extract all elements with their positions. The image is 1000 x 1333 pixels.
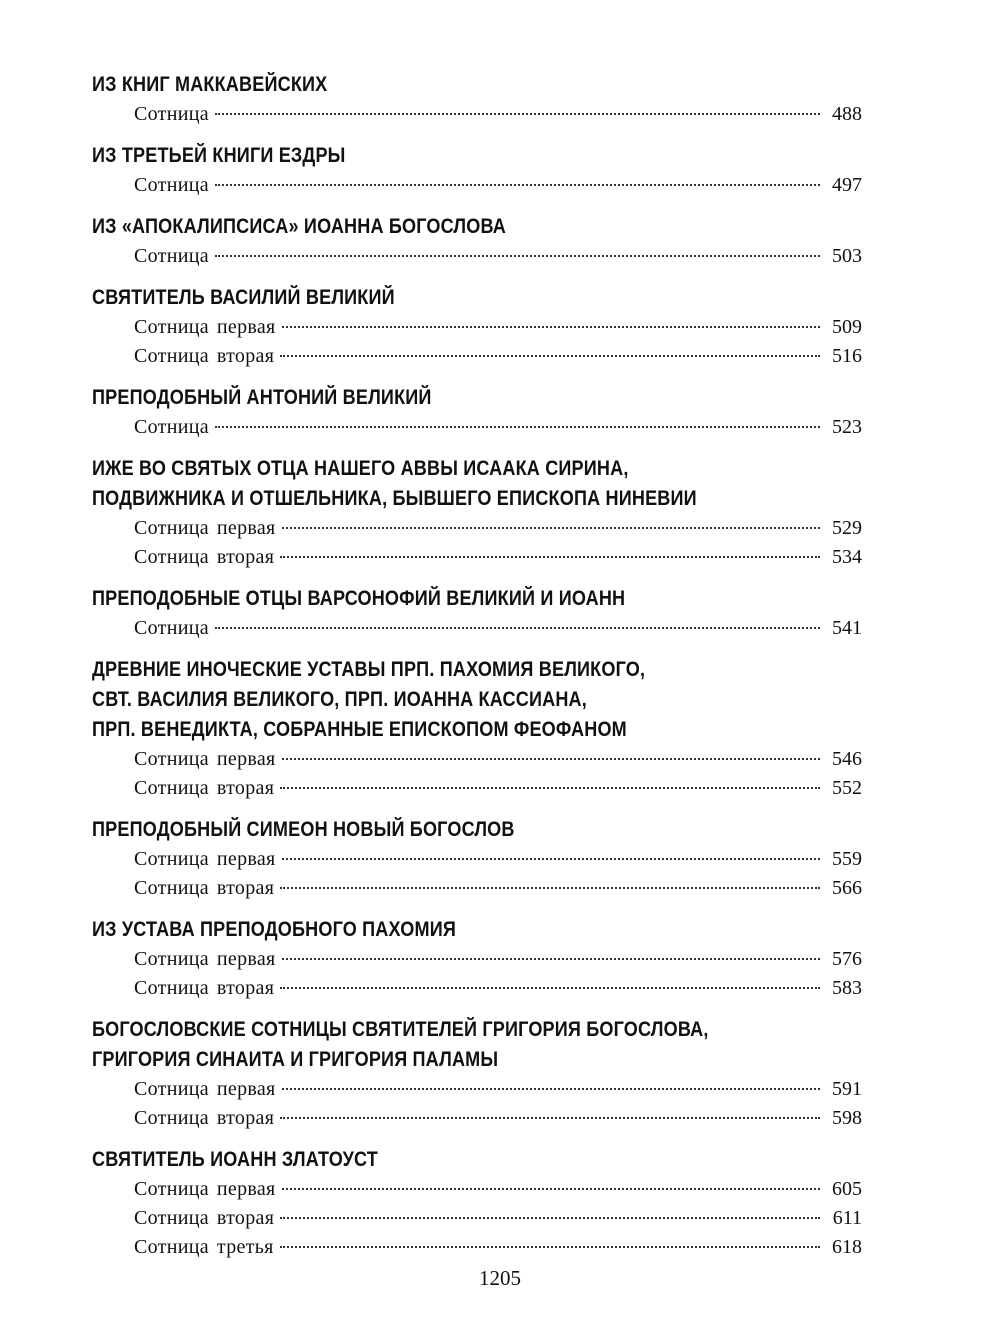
toc-entry[interactable]: [134, 543, 862, 572]
entry-title: Сотница: [134, 617, 209, 639]
toc-section: [92, 1145, 862, 1262]
entry-ordinal: первая: [216, 748, 276, 770]
entry-title: Сотница: [134, 517, 209, 539]
entry-page-number: 497: [832, 174, 862, 196]
entry-title: Сотница: [134, 1107, 209, 1129]
toc-section: [92, 283, 862, 371]
section-heading: СВЯТИТЕЛЬ ИОАНН ЗЛАТОУСТ: [92, 1148, 378, 1171]
section-heading: ПРЕПОДОБНЫЕ ОТЦЫ ВАРСОНОФИЙ ВЕЛИКИЙ И ИОАНН: [92, 587, 626, 610]
entry-ordinal: вторая: [216, 345, 275, 367]
entry-ordinal: вторая: [216, 777, 275, 799]
dot-leader: [215, 426, 820, 428]
entry-ordinal: вторая: [216, 877, 275, 899]
entry-label: [134, 171, 209, 200]
entry-page-number: 488: [832, 103, 862, 125]
toc-entry[interactable]: [134, 1075, 862, 1104]
entry-title: Сотница: [134, 345, 209, 367]
entry-page-number: 576: [832, 948, 862, 970]
toc-section: [92, 141, 862, 200]
table-of-contents: [92, 70, 862, 1274]
section-heading: ИЖЕ ВО СВЯТЫХ ОТЦА НАШЕГО АВВЫ ИСААКА СИРИНА,: [92, 457, 629, 480]
entry-title: Сотница: [134, 1236, 209, 1258]
entry-title: Сотница: [134, 877, 209, 899]
toc-entry[interactable]: [134, 974, 862, 1003]
section-heading: ПРП. ВЕНЕДИКТА, СОБРАННЫЕ ЕПИСКОПОМ ФЕОФАНОМ: [92, 718, 627, 741]
entry-title: Сотница: [134, 977, 209, 999]
entry-label: [134, 543, 274, 572]
dot-leader: [282, 1088, 820, 1090]
entry-title: Сотница: [134, 416, 209, 438]
entry-label: [134, 945, 276, 974]
dot-leader: [280, 1117, 820, 1119]
toc-entry[interactable]: [134, 1204, 862, 1233]
toc-entry[interactable]: [134, 614, 862, 643]
dot-leader: [215, 113, 820, 115]
entry-ordinal: вторая: [216, 1207, 275, 1229]
entry-page-number: 534: [832, 546, 862, 568]
section-heading: ИЗ КНИГ МАККАВЕЙСКИХ: [92, 73, 328, 96]
toc-entry[interactable]: [134, 1104, 862, 1133]
dot-leader: [280, 787, 820, 789]
entry-page-number: 503: [832, 245, 862, 267]
toc-section: [92, 212, 862, 271]
dot-leader: [280, 987, 820, 989]
entry-label: [134, 242, 209, 271]
entry-label: [134, 342, 274, 371]
toc-section: [92, 584, 862, 643]
entry-ordinal: первая: [216, 1078, 276, 1100]
section-heading: ДРЕВНИЕ ИНОЧЕСКИЕ УСТАВЫ ПРП. ПАХОМИЯ ВЕЛИКОГО,: [92, 658, 646, 681]
dot-leader: [280, 1217, 820, 1219]
entry-page-number: 605: [832, 1178, 862, 1200]
toc-entry[interactable]: [134, 745, 862, 774]
toc-entry[interactable]: [134, 1233, 862, 1262]
toc-entry[interactable]: [134, 774, 862, 803]
toc-section: [92, 915, 862, 1003]
section-heading: ПРЕПОДОБНЫЙ СИМЕОН НОВЫЙ БОГОСЛОВ: [92, 818, 515, 841]
dot-leader: [280, 556, 820, 558]
dot-leader: [282, 758, 820, 760]
dot-leader: [280, 1246, 820, 1248]
entry-label: [134, 1175, 276, 1204]
entry-label: [134, 845, 276, 874]
dot-leader: [282, 527, 820, 529]
section-heading: ИЗ «АПОКАЛИПСИСА» ИОАННА БОГОСЛОВА: [92, 215, 507, 238]
toc-entry[interactable]: [134, 171, 862, 200]
toc-entry[interactable]: [134, 242, 862, 271]
entry-ordinal: первая: [216, 316, 276, 338]
entry-page-number: 583: [832, 977, 862, 999]
entry-title: Сотница: [134, 748, 209, 770]
entry-label: [134, 313, 276, 342]
dot-leader: [215, 255, 820, 257]
dot-leader: [215, 184, 820, 186]
entry-page-number: 566: [832, 877, 862, 899]
toc-section: [92, 655, 862, 803]
entry-page-number: 529: [832, 517, 862, 539]
toc-section: [92, 383, 862, 442]
toc-entry[interactable]: [134, 874, 862, 903]
toc-section: [92, 815, 862, 903]
entry-title: Сотница: [134, 1078, 209, 1100]
toc-section: [92, 70, 862, 129]
entry-ordinal: первая: [216, 517, 276, 539]
entry-page-number: 591: [832, 1078, 862, 1100]
entry-label: [134, 974, 274, 1003]
entry-page-number: 516: [832, 345, 862, 367]
entry-ordinal: третья: [216, 1236, 274, 1258]
entry-label: [134, 1204, 274, 1233]
dot-leader: [280, 355, 820, 357]
entry-page-number: 611: [832, 1207, 862, 1229]
section-heading: ГРИГОРИЯ СИНАИТА И ГРИГОРИЯ ПАЛАМЫ: [92, 1048, 499, 1071]
toc-entry[interactable]: [134, 413, 862, 442]
entry-ordinal: первая: [216, 1178, 276, 1200]
section-heading: ПРЕПОДОБНЫЙ АНТОНИЙ ВЕЛИКИЙ: [92, 386, 432, 409]
dot-leader: [280, 887, 820, 889]
entry-title: Сотница: [134, 245, 209, 267]
entry-page-number: 559: [832, 848, 862, 870]
section-heading: СВЯТИТЕЛЬ ВАСИЛИЙ ВЕЛИКИЙ: [92, 286, 395, 309]
entry-label: [134, 874, 274, 903]
dot-leader: [282, 958, 820, 960]
toc-section: [92, 1015, 862, 1133]
entry-label: [134, 100, 209, 129]
toc-entry[interactable]: [134, 1175, 862, 1204]
dot-leader: [282, 858, 820, 860]
toc-entry[interactable]: [134, 100, 862, 129]
entry-page-number: 523: [832, 416, 862, 438]
entry-title: Сотница: [134, 316, 209, 338]
section-heading: ИЗ УСТАВА ПРЕПОДОБНОГО ПАХОМИЯ: [92, 918, 457, 941]
entry-label: [134, 1075, 276, 1104]
toc-entry[interactable]: [134, 342, 862, 371]
entry-title: Сотница: [134, 1207, 209, 1229]
entry-ordinal: вторая: [216, 546, 275, 568]
entry-label: [134, 413, 209, 442]
dot-leader: [282, 326, 820, 328]
toc-entry[interactable]: [134, 313, 862, 342]
entry-page-number: 509: [832, 316, 862, 338]
entry-title: Сотница: [134, 848, 209, 870]
entry-ordinal: первая: [216, 948, 276, 970]
entry-title: Сотница: [134, 103, 209, 125]
entry-page-number: 552: [832, 777, 862, 799]
entry-label: [134, 1104, 274, 1133]
section-heading: ПОДВИЖНИКА И ОТШЕЛЬНИКА, БЫВШЕГО ЕПИСКОПА НИНЕВИИ: [92, 487, 697, 510]
toc-entry[interactable]: [134, 945, 862, 974]
dot-leader: [282, 1188, 820, 1190]
entry-ordinal: вторая: [216, 1107, 275, 1129]
entry-title: Сотница: [134, 1178, 209, 1200]
entry-label: [134, 514, 276, 543]
entry-page-number: 618: [832, 1236, 862, 1258]
page-number: 1205: [479, 1266, 521, 1290]
entry-ordinal: первая: [216, 848, 276, 870]
entry-label: [134, 1233, 274, 1262]
dot-leader: [215, 627, 820, 629]
entry-page-number: 541: [832, 617, 862, 639]
section-heading: СВТ. ВАСИЛИЯ ВЕЛИКОГО, ПРП. ИОАННА КАССИАНА,: [92, 688, 587, 711]
section-heading: ИЗ ТРЕТЬЕЙ КНИГИ ЕЗДРЫ: [92, 144, 346, 167]
section-heading: БОГОСЛОВСКИЕ СОТНИЦЫ СВЯТИТЕЛЕЙ ГРИГОРИЯ БОГОСЛОВА,: [92, 1018, 709, 1041]
entry-ordinal: вторая: [216, 977, 275, 999]
toc-entry[interactable]: [134, 514, 862, 543]
entry-title: Сотница: [134, 174, 209, 196]
entry-label: [134, 774, 274, 803]
toc-section: [92, 454, 862, 572]
toc-entry[interactable]: [134, 845, 862, 874]
entry-title: Сотница: [134, 948, 209, 970]
entry-label: [134, 745, 276, 774]
entry-title: Сотница: [134, 777, 209, 799]
entry-label: [134, 614, 209, 643]
entry-title: Сотница: [134, 546, 209, 568]
entry-page-number: 598: [832, 1107, 862, 1129]
entry-page-number: 546: [832, 748, 862, 770]
